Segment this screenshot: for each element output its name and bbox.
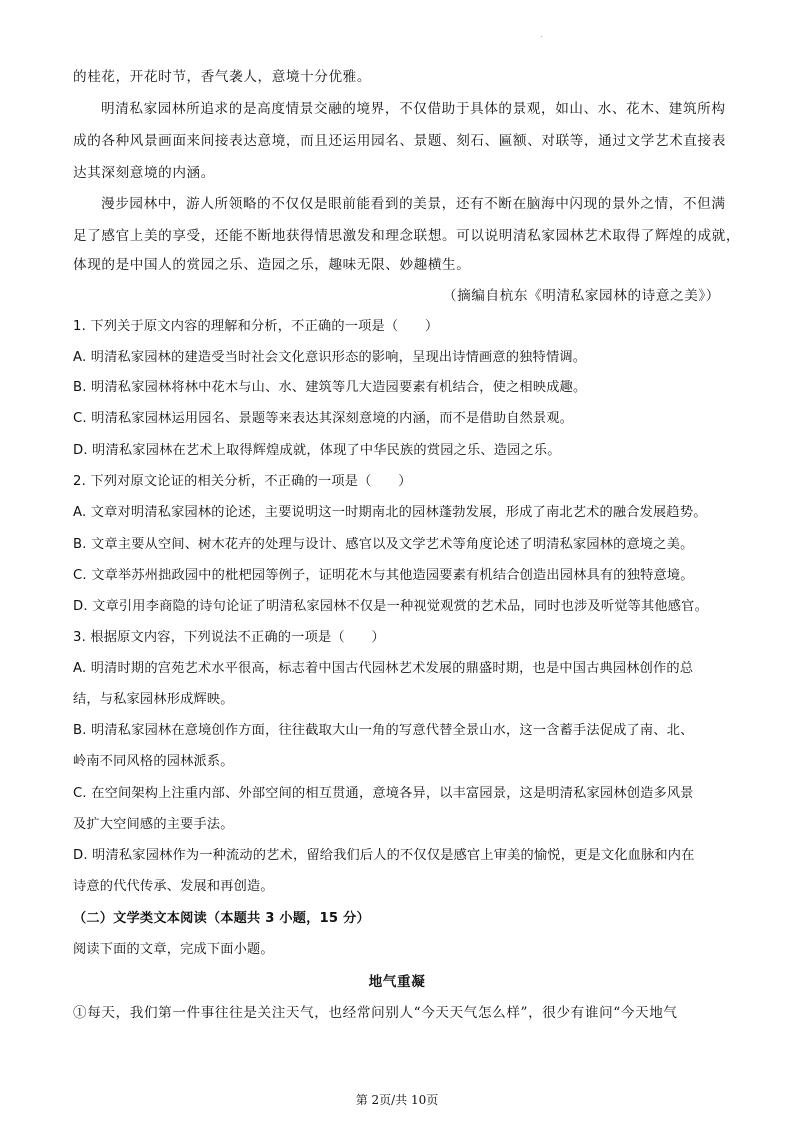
question-3-option-c: C. 在空间架构上注重内部、外部空间的相互贯通，意境各异，以丰富园景，这是明清私家园林创造多风景 [73,786,694,801]
question-3-stem: 3. 根据原文内容，下列说法不正确的一项是（ ） [73,630,385,645]
passage-line: 的桂花，开花时节，香气袭人，意境十分优雅。 [73,69,372,85]
question-3-option-c-cont: 及扩大空间感的主要手法。 [73,817,234,832]
section-heading: （二）文学类文本阅读（本题共 3 小题，15 分） [73,911,370,926]
question-1-option-b: B. 明清私家园林将林中花木与山、水、建筑等几大造园要素有机结合，使之相映成趣。 [73,380,587,395]
question-1-option-d: D. 明清私家园林在艺术上取得辉煌成就，体现了中华民族的赏园之乐、造园之乐。 [73,443,561,458]
question-2-option-a: A. 文章对明清私家园林的论述，主要说明这一时期南北的园林蓬勃发展，形成了南北艺术的融合发展趋势。 [73,505,707,520]
question-3-option-d-cont: 诗意的代代传承、发展和再创造。 [73,879,274,894]
section-instruction: 阅读下面的文章，完成下面小题。 [73,942,274,957]
question-2-stem: 2. 下列对原文论证的相关分析，不正确的一项是（ ） [73,474,412,489]
question-1-stem: 1. 下列关于原文内容的理解和分析，不正确的一项是（ ） [73,319,439,334]
question-3-option-a-cont: 结，与私家园林形成辉映。 [73,692,234,707]
question-1-option-c: C. 明清私家园林运用园名、景题等来表达其深刻意境的内涵，而不是借助自然景观。 [73,411,574,426]
question-2-option-b: B. 文章主要从空间、树木花卉的处理与设计、感官以及文学艺术等角度论述了明清私家园林的意境之美。 [73,537,694,552]
passage-line: 体现的是中国人的赏园之乐、造园之乐，趣味无限、妙趣横生。 [73,257,471,273]
page-number: 第 2页/共 10页 [355,1093,439,1107]
question-3-option-b-cont: 岭南不同风格的园林派系。 [73,754,234,769]
article-title: 地气重凝 [368,974,426,990]
question-3-option-d: D. 明清私家园林作为一种流动的艺术，留给我们后人的不仅仅是感官上审美的愉悦，更是文化血脉和内在 [73,848,695,863]
passage-source: （摘编自杭东《明清私家园林的诗意之美》） [442,288,720,304]
question-2-option-d: D. 文章引用李商隐的诗句论证了明清私家园林不仅是一种视觉观赏的艺术品，同时也涉及听觉等其他感官。 [73,599,708,614]
passage-line: 足了感官上美的享受，还能不断地获得情思激发和理念联想。可以说明清私家园林艺术取得了辉煌的成就， [73,228,741,244]
question-2-option-c: C. 文章举苏州拙政园中的枇杷园等例子，证明花木与其他造园要素有机结合创造出园林具有的独特意境。 [73,568,694,583]
passage-line: 漫步园林中，游人所领略的不仅仅是眼前能看到的美景，还有不断在脑海中闪现的景外之情，不但满 [101,196,726,212]
passage-line: 成的各种风景画面来间接表达意境，而且还运用园名、景题、刻石、匾额、对联等，通过文学艺术直接表 [73,133,726,149]
scan-dot: . [540,30,543,39]
question-3-option-a: A. 明清时期的宫苑艺术水平很高，标志着中国古代园林艺术发展的鼎盛时期，也是中国古典园林创作的总 [73,661,694,676]
question-3-option-b: B. 明清私家园林在意境创作方面，往往截取大山一角的写意代替全景山水，这一含蓄手法促成了南、北、 [73,723,694,738]
question-1-option-a: A. 明清私家园林的建造受当时社会文化意识形态的影响，呈现出诗情画意的独特情调。 [73,350,587,365]
article-paragraph: ①每天，我们第一件事往往是关注天气，也经常问别人“今天天气怎么样”，很少有谁问“今天地气 [73,1005,678,1021]
passage-line: 达其深刻意境的内涵。 [73,165,215,181]
passage-line: 明清私家园林所追求的是高度情景交融的境界，不仅借助于具体的景观，如山、水、花木、建筑所构 [101,101,726,117]
